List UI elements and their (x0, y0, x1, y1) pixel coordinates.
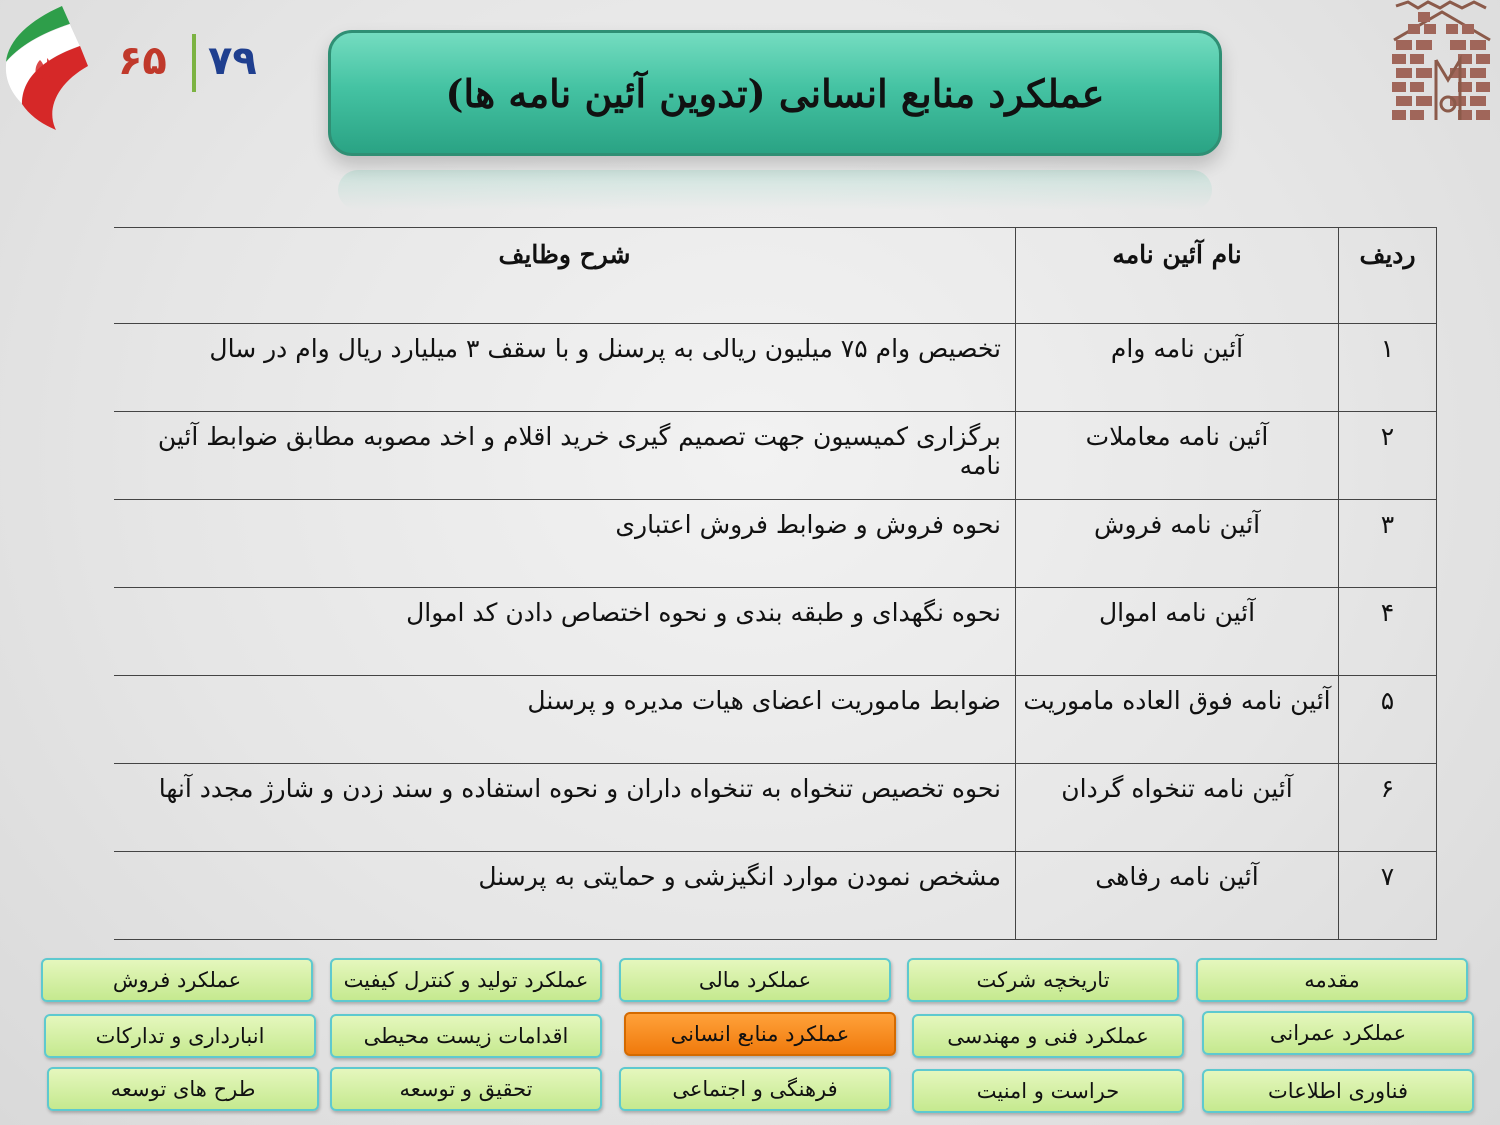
table-row (114, 588, 1437, 676)
table-row (114, 676, 1437, 764)
nav-button-financial-performance[interactable]: عملکرد مالی (619, 958, 891, 1002)
nav-button-sales-performance[interactable]: عملکرد فروش (41, 958, 313, 1002)
year-start: ۶۵ (118, 38, 167, 84)
nav-button-research-development[interactable]: تحقیق و توسعه (330, 1067, 602, 1111)
row-number-cell: ۶ (1339, 764, 1437, 852)
row-number-cell: ۷ (1339, 852, 1437, 940)
description-cell: نحوه تخصیص تنخواه به تنخواه داران و نحوه استفاده و سند زدن و شارژ مجدد آنها (114, 764, 1016, 852)
column-header-row-number: ردیف (1339, 228, 1437, 324)
table-row (114, 412, 1437, 500)
table-header-row (114, 228, 1437, 324)
nav-button-information-technology[interactable]: فناوری اطلاعات (1202, 1069, 1474, 1113)
description-cell: نحوه فروش و ضوابط فروش اعتباری (114, 500, 1016, 588)
nav-button-development-plans[interactable]: طرح های توسعه (47, 1067, 319, 1111)
description-cell: تخصیص وام ۷۵ میلیون ریالی به پرسنل و با سقف ۳ میلیارد ریال وام در سال (114, 324, 1016, 412)
regulation-name-cell: آئین نامه فروش (1016, 500, 1339, 588)
nav-button-environmental-actions[interactable]: اقدامات زیست محیطی (330, 1014, 602, 1058)
row-number-cell: ۱ (1339, 324, 1437, 412)
description-cell: برگزاری کمیسیون جهت تصمیم گیری خرید اقلام و اخد مصوبه مطابق ضوابط آئین نامه (114, 412, 1016, 500)
table-row (114, 500, 1437, 588)
regulations-table (114, 227, 1437, 940)
row-number-cell: ۳ (1339, 500, 1437, 588)
page-title: عملکرد منابع انسانی (تدوین آئین نامه ها) (445, 70, 1105, 116)
nav-button-company-history[interactable]: تاریخچه شرکت (907, 958, 1179, 1002)
row-number-cell: ۲ (1339, 412, 1437, 500)
year-separator (192, 34, 196, 92)
nav-button-technical-engineering[interactable]: عملکرد فنی و مهندسی (912, 1014, 1184, 1058)
regulation-name-cell: آئین نامه وام (1016, 324, 1339, 412)
title-banner (328, 30, 1222, 156)
nav-button-production-quality[interactable]: عملکرد تولید و کنترل کیفیت (330, 958, 602, 1002)
row-number-cell: ۴ (1339, 588, 1437, 676)
nav-button-security[interactable]: حراست و امنیت (912, 1069, 1184, 1113)
table-row (114, 764, 1437, 852)
title-banner-wrapper (328, 30, 1222, 156)
description-cell: نحوه نگهدای و طبقه بندی و نحوه اختصاص دادن کد اموال (114, 588, 1016, 676)
company-logo (1388, 0, 1496, 130)
regulation-name-cell: آئین نامه اموال (1016, 588, 1339, 676)
column-header-regulation-name: نام آئین نامه (1016, 228, 1339, 324)
nav-button-construction-performance[interactable]: عملکرد عمرانی (1202, 1011, 1474, 1055)
nav-button-introduction[interactable]: مقدمه (1196, 958, 1468, 1002)
nav-button-human-resources-active[interactable]: عملکرد منابع انسانی (624, 1012, 896, 1056)
description-cell: مشخص نمودن موارد انگیزشی و حمایتی به پرسنل (114, 852, 1016, 940)
table-row (114, 852, 1437, 940)
regulation-name-cell: آئین نامه فوق العاده ماموریت (1016, 676, 1339, 764)
year-end: ۷۹ (208, 38, 257, 84)
description-cell: ضوابط ماموریت اعضای هیات مدیره و پرسنل (114, 676, 1016, 764)
title-reflection (338, 170, 1212, 210)
nav-button-cultural-social[interactable]: فرهنگی و اجتماعی (619, 1067, 891, 1111)
row-number-cell: ۵ (1339, 676, 1437, 764)
table-row (114, 324, 1437, 412)
regulation-name-cell: آئین نامه معاملات (1016, 412, 1339, 500)
column-header-description: شرح وظایف (114, 228, 1016, 324)
flag-emblem-logo (0, 0, 100, 135)
regulation-name-cell: آئین نامه رفاهی (1016, 852, 1339, 940)
regulation-name-cell: آئین نامه تنخواه گردان (1016, 764, 1339, 852)
nav-button-warehousing-procurement[interactable]: انبارداری و تدارکات (44, 1014, 316, 1058)
